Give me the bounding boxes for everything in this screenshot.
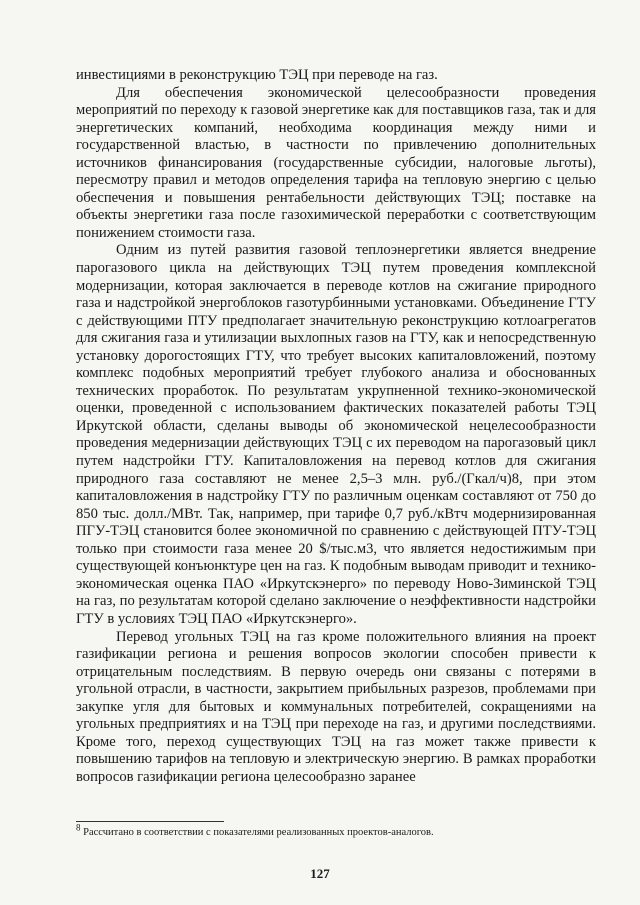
paragraph-coal-to-gas: Перевод угольных ТЭЦ на газ кроме положительного влияния на проект газификации региона и решения вопросов экологии способен привести к отрицательным последствиям. В первую очередь они связаны с потерями в угольной отрасли, в частности, закрытием прибыльных разрезов, проблемами при закупке угля для бытовых и коммунальных потребителей, сокращениями на угольных предприятиях и на ТЭЦ при переходе на газ, и другими последствиями. Кроме того, переход существующих ТЭЦ на газ может также привести к повышению тарифов на тепловую и электрическую энергию. В рамках проработки вопросов газификации региона целесообразно заранее <box>76 628 596 785</box>
footnote-text: Рассчитано в соответствии с показателями реализованных проектов-аналогов. <box>83 827 434 838</box>
paragraph-coordination: Для обеспечения экономической целесообразности проведения мероприятий по переходу к газовой энергетике как для поставщиков газа, так и для энергетических компаний, необходима координация между ними и государственной властью, в частности по привлечению дополнительных источников финансирования (государственные субсидии, налоговые льготы), пересмотру правил и методов определения тарифа на тепловую энергию с целью обеспечения и повышения рентабельности действующих ТЭЦ; поставке на объекты энергетики газа после газохимической переработки с соответствующим понижением стоимости газа. <box>76 84 596 241</box>
footnote-divider <box>76 821 224 822</box>
footnote-mark: 8 <box>76 822 81 833</box>
body-text <box>76 67 596 786</box>
footnote <box>76 822 596 839</box>
paragraph-combined-cycle: Одним из путей развития газовой теплоэнергетики является внедрение парогазового цикла на действующих ТЭЦ путем проведения комплексной модернизации, которая заключается в переводе котлов на сжигание природного газа и надстройкой энергоблоков газотурбинными установками. Объединение ГТУ с действующими ПТУ предполагает значительную реконструкцию котлоагрегатов для сжигания газа и утилизации выхлопных газов на ГТУ, как и непосредственную установку дорогостоящих ГТУ, что требует высоких капиталовложений, поэтому комплекс подобных мероприятий требует глубокого анализа и обоснованных технических проработок. По результатам укрупненной технико-экономической оценки, проведенной с использованием фактических показателей работы ТЭЦ Иркутской области, сделаны выводы об экономической нецелесообразности проведения медернизации действующих ТЭЦ с их переводом на парогазовый цикл путем надстройки ГТУ. Капиталовложения на перевод котлов для сжигания природного газа составляют не менее 2,5–3 млн. руб./(Гкал/ч)8, при этом капиталовложения в надстройку ГТУ по различным оценкам составляют от 750 до 850 тыс. долл./МВт. Так, например, при тарифе 0,7 руб./кВтч модернизированная ПГУ-ТЭЦ становится более экономичной по сравнению с действующей ПТУ-ТЭЦ только при стоимости газа менее 20 $/тыс.м3, что является недостижимым при существующей конъюнктуре цен на газ. К подобным выводам приводит и технико-экономическая оценка ПАО «Иркутскэнерго» по переводу Ново-Зиминской ТЭЦ на газ, по результатам которой сделано заключение о неэффективности надстройки ГТУ в условиях ТЭЦ ПАО «Иркутскэнерго». <box>76 242 596 627</box>
paragraph-continuation: инвестициями в реконструкцию ТЭЦ при переводе на газ. <box>76 67 438 83</box>
page-number: 127 <box>310 866 330 881</box>
